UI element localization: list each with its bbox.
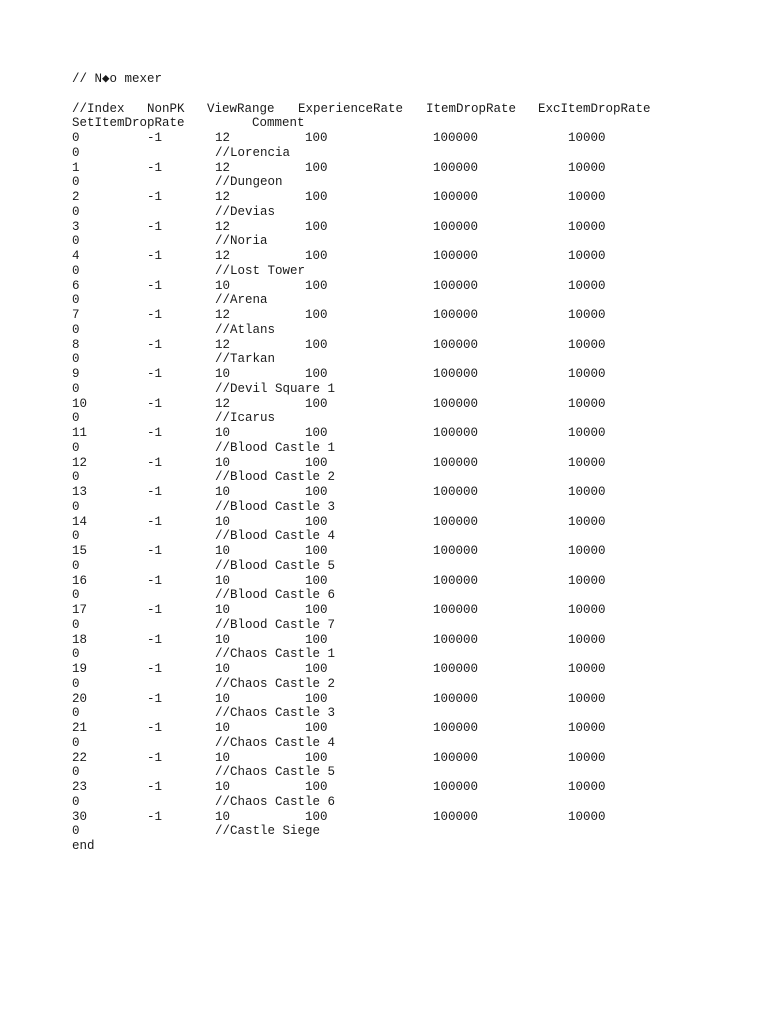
table-row-continuation <box>72 234 268 249</box>
row-nonpk: -1 <box>147 367 163 381</box>
table-row-continuation <box>72 204 276 220</box>
row-item-drop-rate: 100000 <box>433 396 479 411</box>
row-index: 11 <box>72 426 88 440</box>
config-rows <box>72 131 606 839</box>
row-experience-rate: 100 <box>305 721 328 735</box>
row-set-item-drop-rate: 0 <box>72 440 80 455</box>
row-exc-item-drop-rate: 10000 <box>568 662 606 676</box>
table-row-continuation <box>72 411 276 426</box>
row-index: 17 <box>72 603 88 617</box>
table-row-continuation <box>72 440 336 456</box>
row-nonpk: -1 <box>147 809 163 824</box>
table-row <box>72 396 606 412</box>
row-comment: //Chaos Castle 5 <box>215 765 336 780</box>
row-comment: //Castle Siege <box>215 824 321 839</box>
table-row-continuation <box>72 499 336 515</box>
row-set-item-drop-rate: 0 <box>72 735 80 750</box>
row-set-item-drop-rate: 0 <box>72 529 80 544</box>
table-row-continuation <box>72 352 276 367</box>
row-viewrange: 12 <box>215 249 231 263</box>
row-nonpk: -1 <box>147 514 163 529</box>
table-row <box>72 603 606 618</box>
header-set-item-drop-rate: SetItemDropRate <box>72 116 185 131</box>
row-exc-item-drop-rate: 10000 <box>568 367 606 381</box>
table-row <box>72 485 606 500</box>
row-index: 10 <box>72 396 88 411</box>
row-nonpk: -1 <box>147 780 163 794</box>
row-item-drop-rate: 100000 <box>433 603 479 617</box>
table-row-continuation <box>72 647 336 662</box>
row-comment: //Blood Castle 7 <box>215 617 336 632</box>
row-experience-rate: 100 <box>305 632 328 647</box>
row-viewrange: 12 <box>215 160 231 175</box>
table-row <box>72 337 606 353</box>
table-row <box>72 190 606 205</box>
table-row-continuation <box>72 263 306 279</box>
row-viewrange: 10 <box>215 750 231 765</box>
row-index: 22 <box>72 750 88 765</box>
row-item-drop-rate: 100000 <box>433 190 479 204</box>
row-index: 12 <box>72 455 88 470</box>
table-row-continuation <box>72 824 321 839</box>
row-experience-rate: 100 <box>305 396 328 411</box>
row-exc-item-drop-rate: 10000 <box>568 691 606 706</box>
row-exc-item-drop-rate: 10000 <box>568 131 606 145</box>
row-item-drop-rate: 100000 <box>433 691 479 706</box>
row-set-item-drop-rate: 0 <box>72 588 80 603</box>
row-viewrange: 10 <box>215 455 231 470</box>
row-nonpk: -1 <box>147 131 163 145</box>
row-item-drop-rate: 100000 <box>433 780 479 794</box>
row-experience-rate: 100 <box>305 514 328 529</box>
table-row-continuation <box>72 558 336 574</box>
header-nonpk: NonPK <box>147 101 185 116</box>
table-row <box>72 691 606 707</box>
table-row <box>72 514 606 530</box>
row-set-item-drop-rate: 0 <box>72 293 80 308</box>
row-exc-item-drop-rate: 10000 <box>568 190 606 204</box>
header-line-1 <box>72 101 651 117</box>
row-set-item-drop-rate: 0 <box>72 145 80 160</box>
row-viewrange: 10 <box>215 278 231 293</box>
header-comment: Comment <box>252 116 305 131</box>
row-index: 8 <box>72 337 80 352</box>
row-comment: //Lorencia <box>215 145 291 160</box>
row-exc-item-drop-rate: 10000 <box>568 809 606 824</box>
row-set-item-drop-rate: 0 <box>72 647 80 662</box>
row-viewrange: 10 <box>215 632 231 647</box>
row-experience-rate: 100 <box>305 367 328 381</box>
row-index: 23 <box>72 780 88 794</box>
row-comment: //Blood Castle 4 <box>215 529 336 544</box>
row-comment: //Icarus <box>215 411 276 426</box>
row-experience-rate: 100 <box>305 573 328 588</box>
row-set-item-drop-rate: 0 <box>72 706 80 721</box>
table-row-continuation <box>72 145 291 161</box>
row-nonpk: -1 <box>147 544 163 558</box>
table-row-continuation <box>72 529 336 544</box>
row-viewrange: 12 <box>215 219 231 234</box>
table-row-continuation <box>72 322 276 338</box>
row-set-item-drop-rate: 0 <box>72 765 80 780</box>
row-nonpk: -1 <box>147 603 163 617</box>
end-marker: end <box>72 839 95 853</box>
table-row <box>72 249 606 264</box>
row-item-drop-rate: 100000 <box>433 160 479 175</box>
table-row <box>72 308 606 323</box>
row-nonpk: -1 <box>147 485 163 499</box>
row-viewrange: 10 <box>215 485 231 499</box>
row-index: 21 <box>72 721 88 735</box>
row-viewrange: 10 <box>215 662 231 676</box>
blank-line <box>72 87 162 102</box>
header-line-2 <box>72 116 305 131</box>
row-comment: //Devias <box>215 204 276 219</box>
row-item-drop-rate: 100000 <box>433 131 479 145</box>
row-exc-item-drop-rate: 10000 <box>568 160 606 175</box>
row-comment: //Blood Castle 2 <box>215 470 336 485</box>
row-item-drop-rate: 100000 <box>433 662 479 676</box>
row-set-item-drop-rate: 0 <box>72 676 80 691</box>
row-index: 19 <box>72 662 88 676</box>
row-experience-rate: 100 <box>305 809 328 824</box>
row-set-item-drop-rate: 0 <box>72 794 80 809</box>
table-row <box>72 662 606 677</box>
row-comment: //Atlans <box>215 322 276 337</box>
row-set-item-drop-rate: 0 <box>72 824 80 839</box>
row-viewrange: 10 <box>215 367 231 381</box>
row-comment: //Chaos Castle 3 <box>215 706 336 721</box>
row-item-drop-rate: 100000 <box>433 367 479 381</box>
table-row <box>72 219 606 235</box>
table-row <box>72 573 606 589</box>
row-comment: //Blood Castle 1 <box>215 440 336 455</box>
row-exc-item-drop-rate: 10000 <box>568 721 606 735</box>
row-index: 30 <box>72 809 88 824</box>
header-item-drop-rate: ItemDropRate <box>426 101 517 116</box>
row-set-item-drop-rate: 0 <box>72 175 80 190</box>
row-item-drop-rate: 100000 <box>433 308 479 322</box>
row-viewrange: 12 <box>215 396 231 411</box>
row-index: 14 <box>72 514 88 529</box>
row-exc-item-drop-rate: 10000 <box>568 485 606 499</box>
row-comment: //Blood Castle 5 <box>215 558 336 573</box>
row-index: 15 <box>72 544 88 558</box>
row-item-drop-rate: 100000 <box>433 573 479 588</box>
row-index: 0 <box>72 131 80 145</box>
table-row-continuation <box>72 706 336 721</box>
table-row <box>72 455 606 471</box>
table-row <box>72 809 606 825</box>
row-index: 16 <box>72 573 88 588</box>
row-nonpk: -1 <box>147 691 163 706</box>
row-experience-rate: 100 <box>305 603 328 617</box>
document-body <box>72 72 651 854</box>
row-nonpk: -1 <box>147 249 163 263</box>
row-nonpk: -1 <box>147 396 163 411</box>
header-viewrange: ViewRange <box>207 101 275 116</box>
row-nonpk: -1 <box>147 308 163 322</box>
row-viewrange: 12 <box>215 308 231 322</box>
row-comment: //Chaos Castle 6 <box>215 794 336 809</box>
row-item-drop-rate: 100000 <box>433 544 479 558</box>
table-row <box>72 721 606 736</box>
table-row-continuation <box>72 381 336 397</box>
table-row <box>72 780 606 795</box>
row-experience-rate: 100 <box>305 190 328 204</box>
row-set-item-drop-rate: 0 <box>72 411 80 426</box>
row-item-drop-rate: 100000 <box>433 514 479 529</box>
row-viewrange: 10 <box>215 544 231 558</box>
row-nonpk: -1 <box>147 160 163 175</box>
row-set-item-drop-rate: 0 <box>72 499 80 514</box>
row-comment: //Chaos Castle 2 <box>215 676 336 691</box>
row-nonpk: -1 <box>147 573 163 588</box>
row-nonpk: -1 <box>147 190 163 204</box>
row-comment: //Tarkan <box>215 352 276 367</box>
row-exc-item-drop-rate: 10000 <box>568 544 606 558</box>
row-nonpk: -1 <box>147 632 163 647</box>
row-viewrange: 10 <box>215 809 231 824</box>
row-comment: //Chaos Castle 4 <box>215 735 336 750</box>
row-viewrange: 10 <box>215 573 231 588</box>
row-comment: //Blood Castle 3 <box>215 499 336 514</box>
row-viewrange: 12 <box>215 190 231 204</box>
row-exc-item-drop-rate: 10000 <box>568 249 606 263</box>
row-item-drop-rate: 100000 <box>433 809 479 824</box>
table-row <box>72 426 606 441</box>
row-index: 20 <box>72 691 88 706</box>
row-exc-item-drop-rate: 10000 <box>568 573 606 588</box>
row-nonpk: -1 <box>147 662 163 676</box>
row-item-drop-rate: 100000 <box>433 455 479 470</box>
row-comment: //Chaos Castle 1 <box>215 647 336 662</box>
row-set-item-drop-rate: 0 <box>72 352 80 367</box>
row-experience-rate: 100 <box>305 337 328 352</box>
row-index: 1 <box>72 160 80 175</box>
row-exc-item-drop-rate: 10000 <box>568 278 606 293</box>
row-set-item-drop-rate: 0 <box>72 470 80 485</box>
row-experience-rate: 100 <box>305 691 328 706</box>
row-viewrange: 10 <box>215 514 231 529</box>
table-row-continuation <box>72 470 336 485</box>
table-row-continuation <box>72 617 336 633</box>
row-nonpk: -1 <box>147 337 163 352</box>
row-viewrange: 10 <box>215 603 231 617</box>
row-viewrange: 10 <box>215 691 231 706</box>
row-set-item-drop-rate: 0 <box>72 263 80 278</box>
table-row-continuation <box>72 588 336 603</box>
row-exc-item-drop-rate: 10000 <box>568 632 606 647</box>
row-experience-rate: 100 <box>305 662 328 676</box>
row-comment: //Devil Square 1 <box>215 381 336 396</box>
row-viewrange: 12 <box>215 337 231 352</box>
header-experience-rate: ExperienceRate <box>298 101 404 116</box>
row-exc-item-drop-rate: 10000 <box>568 780 606 794</box>
row-experience-rate: 100 <box>305 485 328 499</box>
row-index: 6 <box>72 278 80 293</box>
table-row <box>72 160 606 176</box>
row-experience-rate: 100 <box>305 308 328 322</box>
table-row-continuation <box>72 794 336 810</box>
row-viewrange: 10 <box>215 780 231 794</box>
row-item-drop-rate: 100000 <box>433 426 479 440</box>
row-exc-item-drop-rate: 10000 <box>568 426 606 440</box>
row-set-item-drop-rate: 0 <box>72 234 80 249</box>
row-item-drop-rate: 100000 <box>433 750 479 765</box>
row-index: 13 <box>72 485 88 499</box>
row-index: 18 <box>72 632 88 647</box>
row-set-item-drop-rate: 0 <box>72 558 80 573</box>
table-row <box>72 544 606 559</box>
table-row-continuation <box>72 175 283 190</box>
row-exc-item-drop-rate: 10000 <box>568 514 606 529</box>
row-set-item-drop-rate: 0 <box>72 322 80 337</box>
row-exc-item-drop-rate: 10000 <box>568 603 606 617</box>
table-row <box>72 131 606 146</box>
row-nonpk: -1 <box>147 455 163 470</box>
row-nonpk: -1 <box>147 219 163 234</box>
row-item-drop-rate: 100000 <box>433 249 479 263</box>
row-nonpk: -1 <box>147 426 163 440</box>
row-experience-rate: 100 <box>305 544 328 558</box>
row-experience-rate: 100 <box>305 219 328 234</box>
row-item-drop-rate: 100000 <box>433 219 479 234</box>
row-experience-rate: 100 <box>305 455 328 470</box>
table-row-continuation <box>72 676 336 692</box>
row-index: 3 <box>72 219 80 234</box>
row-comment: //Noria <box>215 234 268 249</box>
table-row-continuation <box>72 765 336 780</box>
row-exc-item-drop-rate: 10000 <box>568 396 606 411</box>
row-index: 4 <box>72 249 80 263</box>
row-comment: //Arena <box>215 293 268 308</box>
row-exc-item-drop-rate: 10000 <box>568 308 606 322</box>
table-row-continuation <box>72 293 268 308</box>
row-item-drop-rate: 100000 <box>433 721 479 735</box>
table-row-continuation <box>72 735 336 751</box>
row-experience-rate: 100 <box>305 278 328 293</box>
row-item-drop-rate: 100000 <box>433 632 479 647</box>
row-experience-rate: 100 <box>305 160 328 175</box>
row-viewrange: 12 <box>215 131 231 145</box>
table-row <box>72 278 606 294</box>
row-experience-rate: 100 <box>305 131 328 145</box>
row-exc-item-drop-rate: 10000 <box>568 750 606 765</box>
row-exc-item-drop-rate: 10000 <box>568 455 606 470</box>
header-index: //Index <box>72 101 125 116</box>
row-viewrange: 10 <box>215 721 231 735</box>
row-experience-rate: 100 <box>305 249 328 263</box>
row-nonpk: -1 <box>147 750 163 765</box>
row-comment: //Dungeon <box>215 175 283 190</box>
row-item-drop-rate: 100000 <box>433 485 479 499</box>
row-nonpk: -1 <box>147 721 163 735</box>
table-row <box>72 750 606 766</box>
row-comment: //Lost Tower <box>215 263 306 278</box>
table-row <box>72 367 606 382</box>
row-index: 2 <box>72 190 80 204</box>
row-index: 7 <box>72 308 80 322</box>
do-not-touch-comment: // N◆o mexer <box>72 72 163 86</box>
row-item-drop-rate: 100000 <box>433 278 479 293</box>
row-comment: //Blood Castle 6 <box>215 588 336 603</box>
row-experience-rate: 100 <box>305 780 328 794</box>
table-row <box>72 632 606 648</box>
row-set-item-drop-rate: 0 <box>72 381 80 396</box>
header-exc-item-drop-rate: ExcItemDropRate <box>538 101 651 116</box>
row-set-item-drop-rate: 0 <box>72 204 80 219</box>
row-nonpk: -1 <box>147 278 163 293</box>
row-experience-rate: 100 <box>305 426 328 440</box>
row-exc-item-drop-rate: 10000 <box>568 219 606 234</box>
row-index: 9 <box>72 367 80 381</box>
row-item-drop-rate: 100000 <box>433 337 479 352</box>
row-experience-rate: 100 <box>305 750 328 765</box>
row-set-item-drop-rate: 0 <box>72 617 80 632</box>
row-exc-item-drop-rate: 10000 <box>568 337 606 352</box>
row-viewrange: 10 <box>215 426 231 440</box>
